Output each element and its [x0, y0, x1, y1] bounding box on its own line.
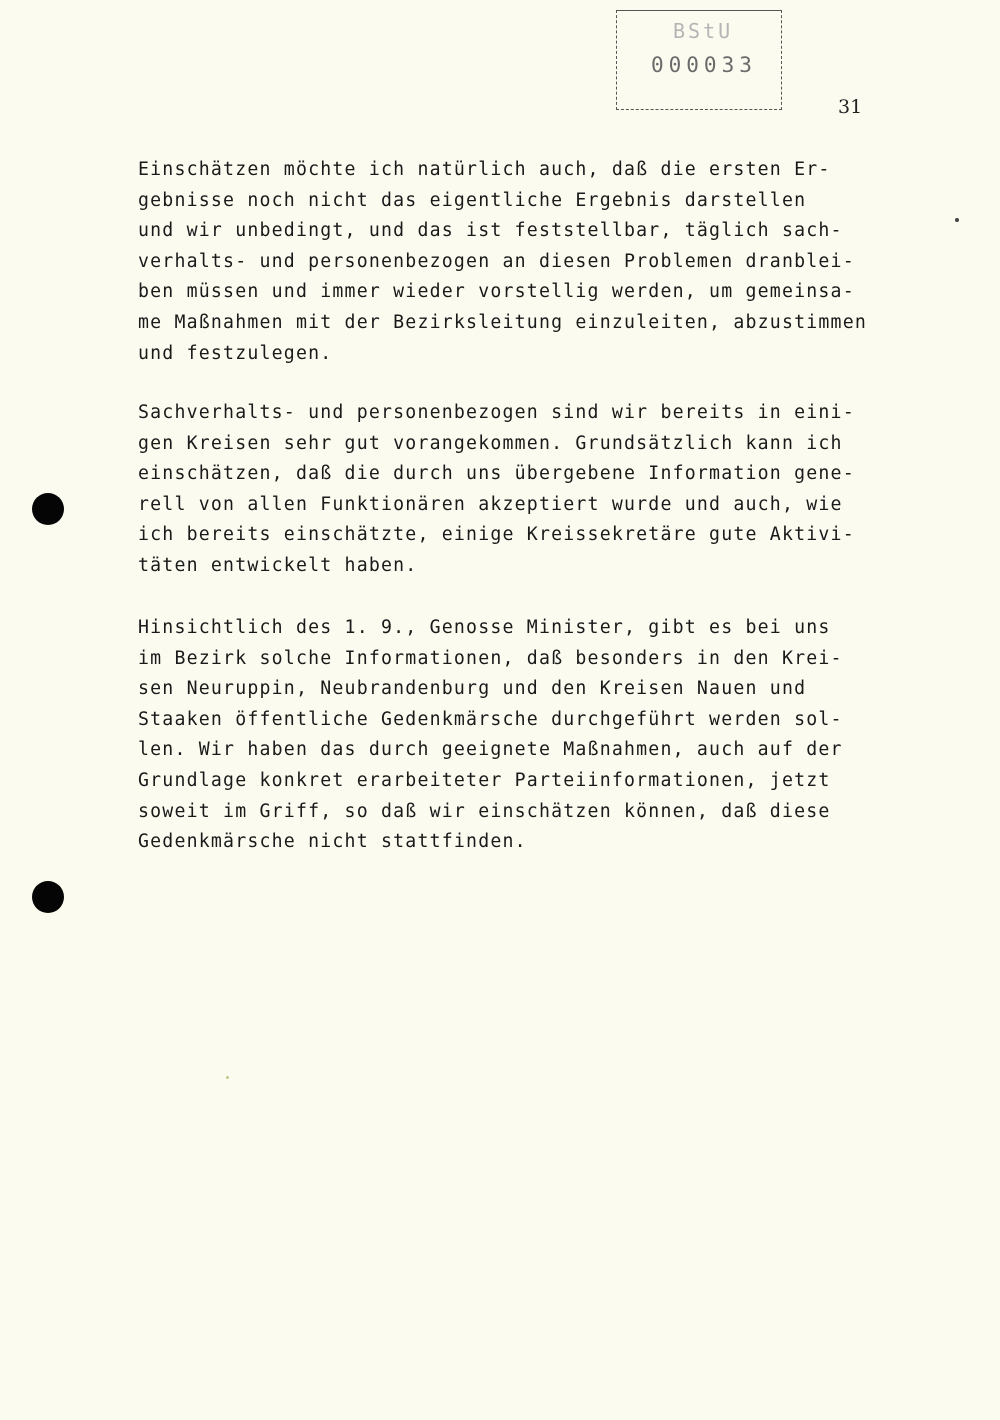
text-line: Grundlage konkret erarbeiteter Parteiinformationen, jetzt [138, 769, 831, 791]
archive-stamp [616, 10, 782, 110]
punch-hole-top [32, 493, 64, 525]
paragraph-2 [138, 398, 878, 582]
text-line: einschätzen, daß die durch uns übergebene Information gene- [138, 463, 855, 485]
page-number: 31 [838, 96, 863, 118]
text-line: Einschätzen möchte ich natürlich auch, daß die ersten Er- [138, 159, 831, 180]
paper-speck [955, 218, 959, 222]
paragraph-3 [138, 613, 878, 858]
text-line: sen Neuruppin, Neubrandenburg und den Kreisen Nauen und [138, 678, 807, 700]
text-line: Staaken öffentliche Gedenkmärsche durchgeführt werden sol- [138, 708, 843, 730]
text-line: rell von allen Funktionären akzeptiert wurde und auch, wie [138, 493, 843, 515]
text-line: gebnisse noch nicht das eigentliche Ergebnis darstellen [138, 189, 807, 211]
text-line: Hinsichtlich des 1. 9., Genosse Minister, gibt es bei uns [138, 617, 831, 638]
punch-hole-bottom [32, 881, 64, 913]
text-line: Gedenkmärsche nicht stattfinden. [138, 831, 527, 853]
text-line: Sachverhalts- und personenbezogen sind wir bereits in eini- [138, 402, 855, 423]
stamp-number: 000033 [651, 53, 757, 77]
text-line: len. Wir haben das durch geeignete Maßnahmen, auch auf der [138, 739, 843, 761]
text-line: gen Kreisen sehr gut vorangekommen. Grundsätzlich kann ich [138, 432, 843, 454]
paper-speck [226, 1076, 229, 1079]
stamp-title: BStU [673, 19, 734, 43]
paragraph-1 [138, 155, 878, 369]
text-line: ich bereits einschätzte, einige Kreissekretäre gute Aktivi- [138, 524, 855, 546]
text-line: im Bezirk solche Informationen, daß besonders in den Krei- [138, 647, 843, 669]
text-line: me Maßnahmen mit der Bezirksleitung einzuleiten, abzustimmen [138, 311, 867, 333]
text-line: täten entwickelt haben. [138, 554, 418, 576]
text-line: verhalts- und personenbezogen an diesen Problemen dranblei- [138, 250, 855, 272]
text-line: ben müssen und immer wieder vorstellig werden, um gemeinsa- [138, 281, 855, 303]
text-line: und festzulegen. [138, 342, 333, 364]
text-line: und wir unbedingt, und das ist feststellbar, täglich sach- [138, 220, 843, 242]
text-line: soweit im Griff, so daß wir einschätzen können, daß diese [138, 800, 831, 822]
